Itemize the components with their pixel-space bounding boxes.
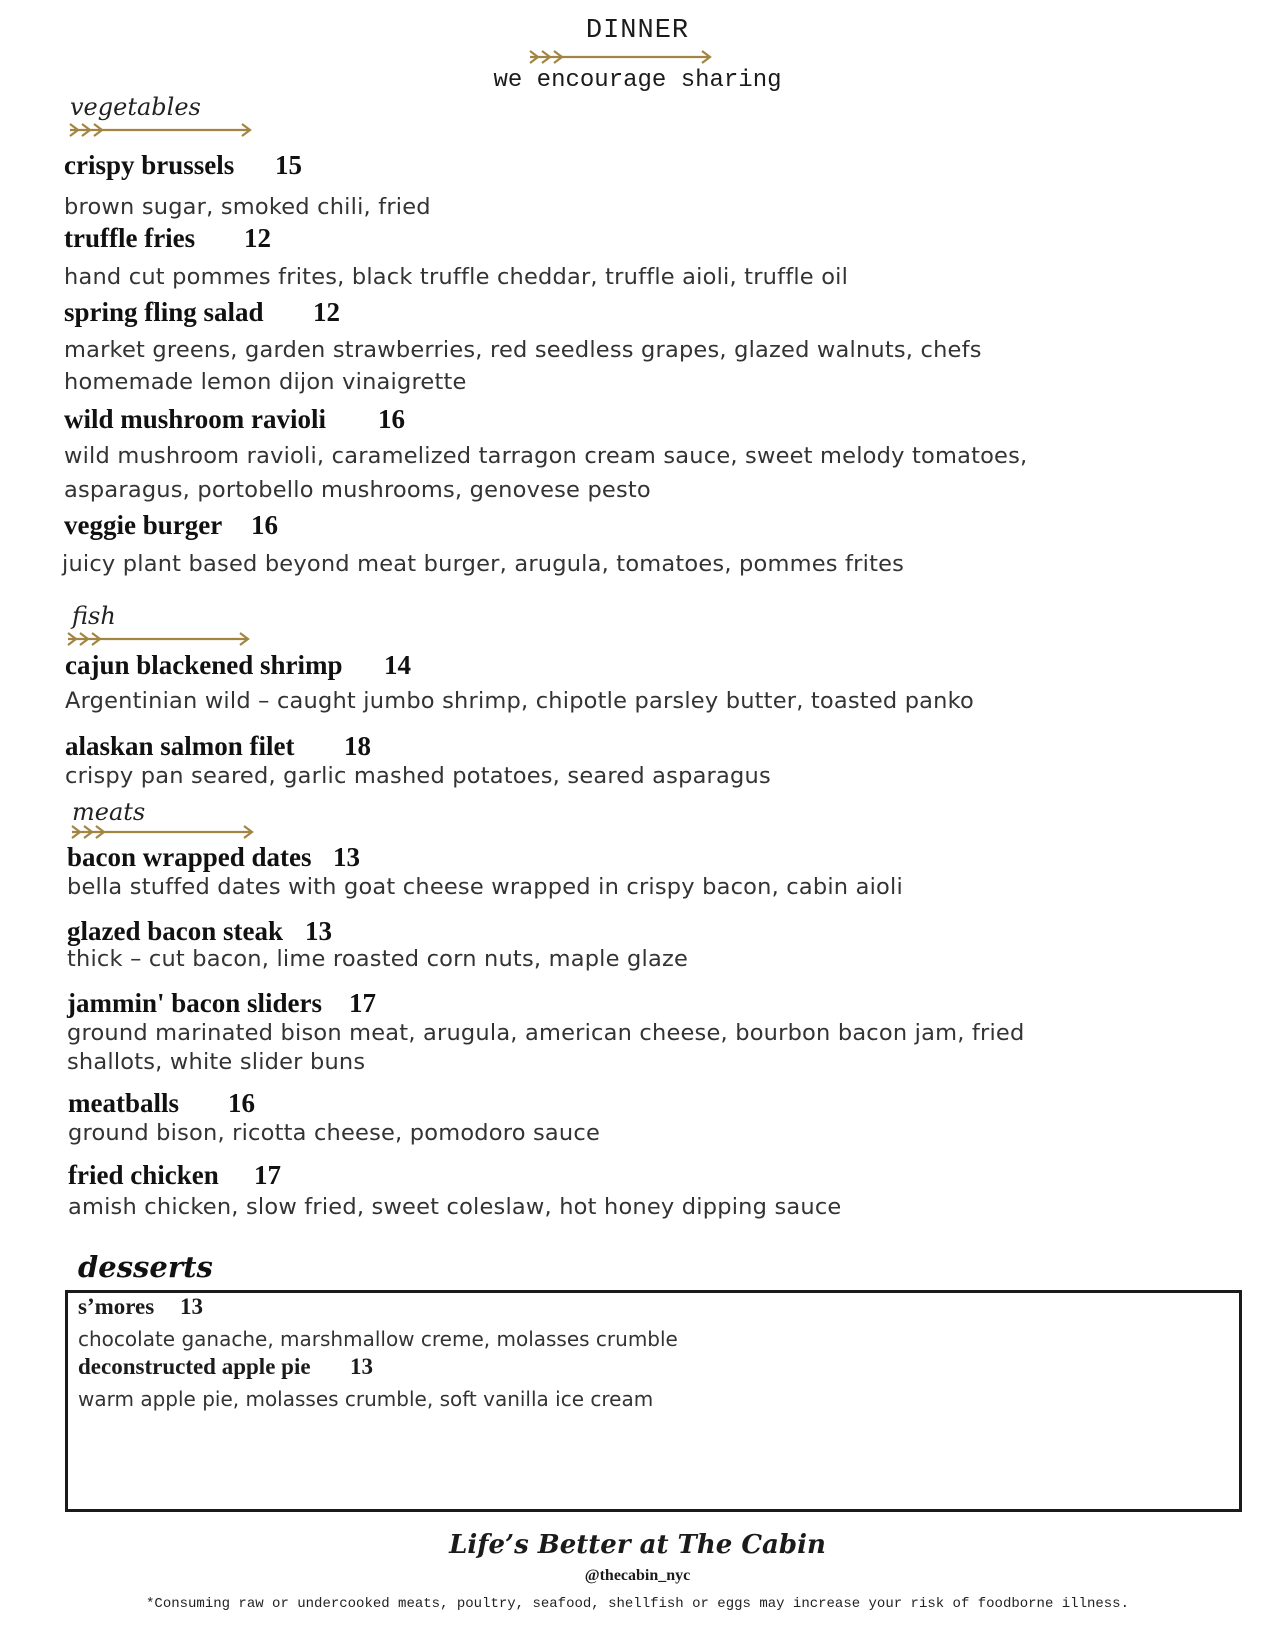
menu-item-description: homemade lemon dijon vinaigrette [64,369,467,395]
menu-item-description: market greens, garden strawberries, red seedless grapes, glazed walnuts, chefs [64,337,982,363]
menu-item-name: fried chicken [68,1160,219,1190]
menu-item-price: 12 [244,223,271,253]
footer-tagline: Life’s Better at The Cabin [449,1530,826,1560]
menu-item-price: 13 [333,842,360,872]
menu-item-price: 12 [313,297,340,327]
dessert-item-price: 13 [350,1354,373,1379]
menu-item-name: meatballs [68,1088,179,1118]
menu-item-description: wild mushroom ravioli, caramelized tarragon cream sauce, sweet melody tomatoes, [64,443,1028,469]
arrow-divider-icon [68,122,254,140]
menu-title: DINNER [585,16,690,46]
menu-item-name: truffle fries [64,223,196,253]
social-handle: @thecabin_nyc [584,1567,691,1584]
menu-item-description: ground bison, ricotta cheese, pomodoro sauce [68,1120,600,1146]
menu-item-price: 16 [228,1088,255,1118]
menu-item-price: 14 [384,650,411,680]
arrow-divider-icon [70,824,256,842]
menu-item-price: 16 [378,404,405,434]
dessert-item-price: 13 [180,1294,203,1319]
menu-item-description: shallots, white slider buns [67,1049,366,1075]
menu-item-price: 15 [275,150,302,180]
menu-item-name: glazed bacon steak [67,916,283,946]
menu-subtitle: we encourage sharing [493,67,782,94]
menu-item-description: crispy pan seared, garlic mashed potatoes, seared asparagus [65,763,771,789]
menu-item-name: veggie burger [64,510,223,540]
dessert-item-description: chocolate ganache, marshmallow creme, molasses crumble [78,1327,678,1351]
menu-item-name: bacon wrapped dates [67,842,312,872]
section-label-fish: fish [72,602,116,630]
menu-item-name: alaskan salmon filet [65,731,295,761]
dessert-item-name: deconstructed apple pie [78,1354,311,1379]
dessert-item-description: warm apple pie, molasses crumble, soft vanilla ice cream [78,1387,654,1411]
dessert-item-name: s’mores [78,1294,155,1319]
menu-item-price: 17 [254,1160,281,1190]
menu-item-name: wild mushroom ravioli [64,404,327,434]
arrow-divider-icon [528,49,714,67]
menu-item-description: juicy plant based beyond meat burger, arugula, tomatoes, pommes frites [62,551,905,577]
section-label-vegetables: vegetables [70,93,201,121]
menu-item-description: thick – cut bacon, lime roasted corn nuts, maple glaze [67,946,688,972]
menu-item-description: amish chicken, slow fried, sweet coleslaw, hot honey dipping sauce [68,1194,842,1220]
food-safety-disclaimer: *Consuming raw or undercooked meats, poultry, seafood, shellfish or eggs may increase your risk of foodborne illness. [146,1596,1129,1612]
menu-item-description: hand cut pommes frites, black truffle cheddar, truffle aioli, truffle oil [64,264,849,290]
menu-item-price: 13 [305,916,332,946]
arrow-divider-icon [66,631,252,649]
menu-item-name: crispy brussels [64,150,235,180]
menu-item-name: jammin' bacon sliders [67,988,323,1018]
section-label-meats: meats [72,798,146,826]
menu-item-description: asparagus, portobello mushrooms, genovese pesto [64,477,651,503]
menu-item-price: 18 [344,731,371,761]
menu-item-name: cajun blackened shrimp [65,650,343,680]
menu-item-description: ground marinated bison meat, arugula, american cheese, bourbon bacon jam, fried [67,1020,1025,1046]
menu-item-description: brown sugar, smoked chili, fried [64,194,431,220]
menu-item-price: 16 [251,510,278,540]
menu-item-price: 17 [349,988,376,1018]
menu-item-name: spring fling salad [64,297,264,327]
menu-item-description: bella stuffed dates with goat cheese wrapped in crispy bacon, cabin aioli [67,874,903,900]
menu-item-description: Argentinian wild – caught jumbo shrimp, chipotle parsley butter, toasted panko [65,688,975,714]
desserts-title: desserts [78,1250,213,1284]
